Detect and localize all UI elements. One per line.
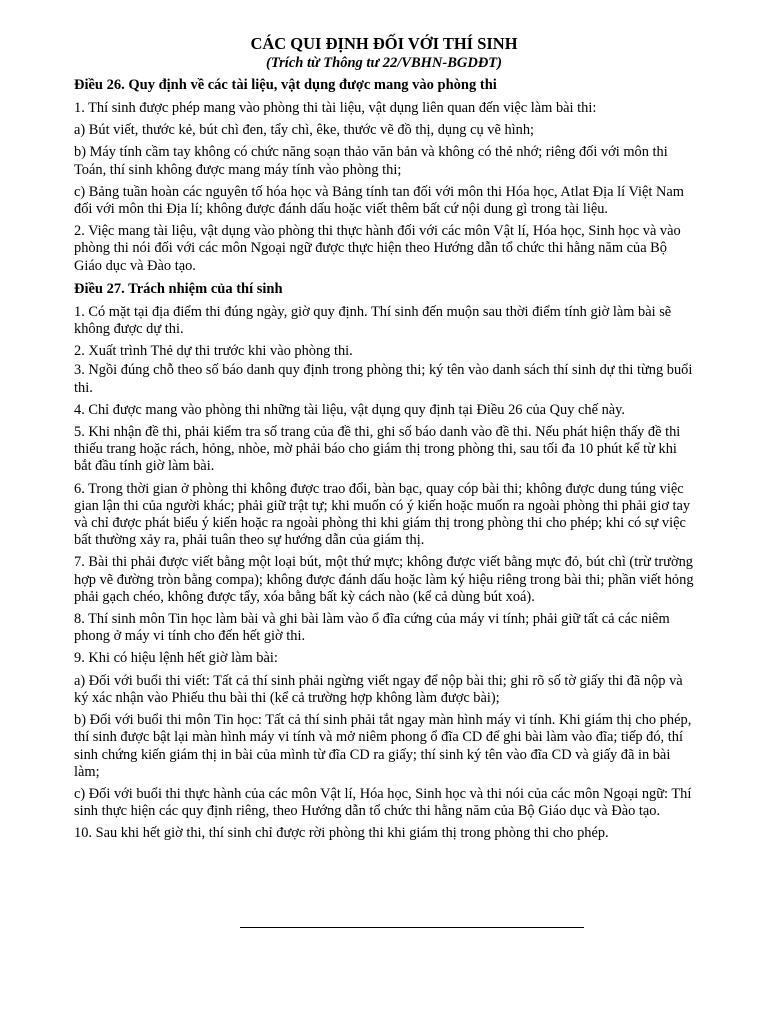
article-27-clause-9a: a) Đối với buổi thi viết: Tất cả thí sinh phải ngừng viết ngay để nộp bài thi; ghi rõ số tờ giấy thi đã nộp và ký xác nhận vào Phiếu thu bài thi (kể cả trường hợp không làm được bài);	[74, 672, 683, 706]
article-26-clause-1c: c) Bảng tuần hoàn các nguyên tố hóa học và Bảng tính tan đối với môn thi Hóa học, Atlat Địa lí Việt Nam đối với môn thi Địa lí; không được đánh dấu hoặc viết thêm bất cứ nội dung gì trong tài liệu.	[74, 183, 684, 218]
article-26-clause-2: 2. Việc mang tài liệu, vật dụng vào phòng thi thực hành đối với các môn Vật lí, Hóa học, Sinh học và vào phòng thi nói đối với các môn Ngoại ngữ được thực hiện theo Hướng dẫn tổ chức thi hằng năm của Bộ Giáo dục và Đào tạo.	[74, 223, 681, 274]
article-27-clause-9b: b) Đối với buổi thi môn Tin học: Tất cả thí sinh phải tắt ngay màn hình máy vi tính. Khi giám thị cho phép, thí sinh được bật lại màn hình máy vi tính và mở niêm phong ổ đĩa CD để ghi bài làm vào đĩa; tiếp đó, thí sinh chứng kiến giám thị in bài của mình từ đĩa CD ra giấy; thí sinh ký tên vào đĩa CD và giấy đã in bài làm;	[74, 712, 692, 780]
article-27-clause-3: 3. Ngồi đúng chỗ theo số báo danh quy định trong phòng thi; ký tên vào danh sách thí sinh dự thi từng buổi thi.	[74, 362, 693, 396]
article-27-clause-9: 9. Khi có hiệu lệnh hết giờ làm bài:	[74, 650, 278, 667]
article-26-clause-1: 1. Thí sinh được phép mang vào phòng thi tài liệu, vật dụng liên quan đến việc làm bài thi:	[74, 100, 597, 116]
article-27	[74, 280, 694, 843]
article-27-clause-6: 6. Trong thời gian ở phòng thi không được trao đổi, bàn bạc, quay cóp bài thi; không được dung túng việc gian lận thi của người khác; phải giữ trật tự; khi muốn có ý kiến hoặc muốn ra ngoài phòng thi phải giơ tay và chỉ được phát biểu ý kiến hoặc ra ngoài phòng thi khi giám thị trong phòng thi cho phép; khi có sự việc bất thường xảy ra, phải tuân theo sự hướng dẫn của giám thị.	[74, 480, 691, 549]
document-subtitle: (Trích từ Thông tư 22/VBHN-BGDĐT)	[266, 55, 502, 71]
article-27-clause-10: 10. Sau khi hết giờ thi, thí sinh chỉ được rời phòng thi khi giám thị trong phòng thi cho phép.	[74, 825, 609, 842]
article-27-clause-9c: c) Đối với buổi thi thực hành của các môn Vật lí, Hóa học, Sinh học và thi nói của các môn Ngoại ngữ: Thí sinh thực hiện các quy định riêng, theo Hướng dẫn tổ chức thi hằng năm của Bộ Giáo dục và Đào tạo.	[74, 785, 692, 820]
article-27-clause-1: 1. Có mặt tại địa điểm thi đúng ngày, giờ quy định. Thí sinh đến muộn sau thời điểm tính giờ làm bài sẽ không được dự thi.	[74, 303, 672, 338]
article-27-heading: Điều 27. Trách nhiệm của thí sinh	[74, 280, 283, 297]
article-27-clause-2: 2. Xuất trình Thẻ dự thi trước khi vào phòng thi.	[74, 343, 353, 360]
article-27-clause-4: 4. Chỉ được mang vào phòng thi những tài liệu, vật dụng quy định tại Điều 26 của Quy chế này.	[74, 401, 626, 418]
article-26	[74, 76, 694, 275]
article-26-clause-1b: b) Máy tính cầm tay không có chức năng soạn thảo văn bản và không có thẻ nhớ; riêng đối với môn thi Toán, thí sinh không được mang máy tính vào phòng thi;	[74, 144, 668, 178]
document-title: CÁC QUI ĐỊNH ĐỐI VỚI THÍ SINH	[250, 34, 518, 53]
bottom-divider	[240, 927, 584, 928]
article-26-clause-1a: a) Bút viết, thước kẻ, bút chì đen, tẩy chì, êke, thước vẽ đồ thị, dụng cụ vẽ hình;	[74, 122, 535, 139]
article-27-clause-5: 5. Khi nhận đề thi, phải kiểm tra số trang của đề thi, ghi số báo danh vào đề thi. Nếu phát hiện thấy đề thi thiếu trang hoặc rách, hỏng, nhòe, mờ phải báo cho giám thị trong phòng thi, sau tối đa 10 phút kể từ khi bắt đầu tính giờ làm bài.	[74, 424, 681, 475]
document-page	[74, 34, 694, 848]
article-27-clause-8: 8. Thí sinh môn Tin học làm bài và ghi bài làm vào ổ đĩa cứng của máy vi tính; phải giữ tất cả các niêm phong ở máy vi tính cho đến hết giờ thi.	[74, 611, 670, 645]
article-27-clause-7: 7. Bài thi phải được viết bằng một loại bút, một thứ mực; không được viết bằng mực đỏ, bút chì (trừ trường hợp vẽ đường tròn bằng compa); không được đánh dấu hoặc làm ký hiệu riêng trong bài thi; phần viết hỏng phải gạch chéo, không được tẩy, xóa bằng bất kỳ cách nào (kể cả dùng bút xoá).	[74, 554, 694, 605]
article-26-heading: Điều 26. Quy định về các tài liệu, vật dụng được mang vào phòng thi	[74, 77, 497, 93]
